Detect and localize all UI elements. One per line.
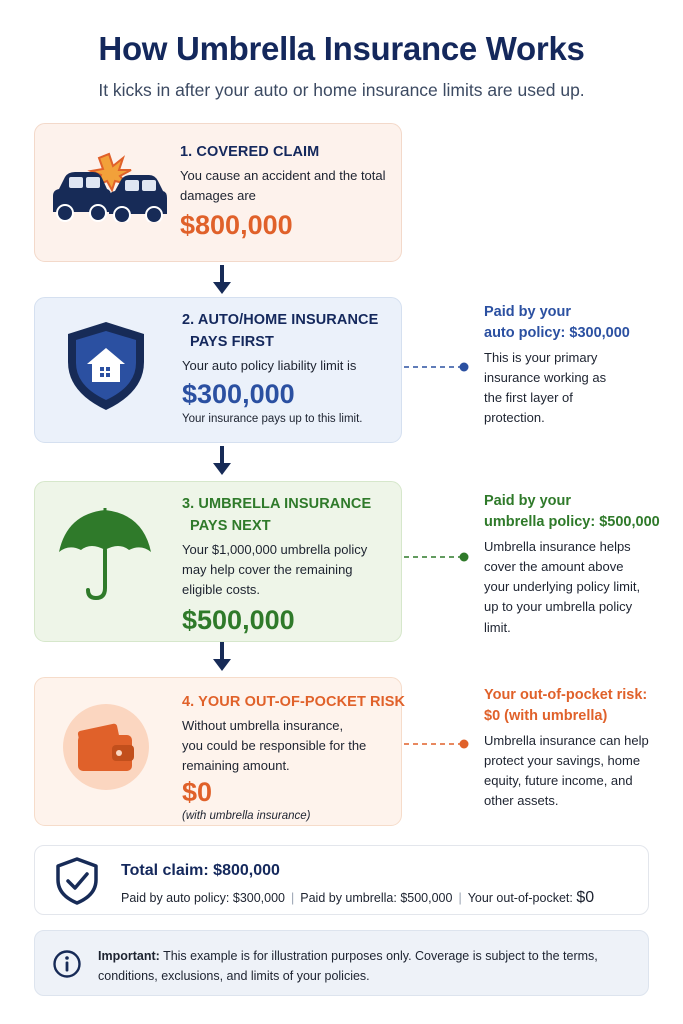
step-card-auto-home <box>34 297 402 443</box>
wallet-icon <box>62 703 150 791</box>
page-subtitle: It kicks in after your auto or home insurance limits are used up. <box>98 80 585 100</box>
side-note-text: Umbrella insurance helps cover the amount above your underlying policy limit, up to your umbrella policy limit. <box>484 539 641 635</box>
connector-line <box>404 551 470 563</box>
step-note: Your insurance pays up to this limit. <box>182 413 363 426</box>
step-amount: $800,000 <box>180 210 293 241</box>
step-text: Your auto policy liability limit is <box>182 357 357 373</box>
connector-line <box>404 738 470 750</box>
side-note-title-continued: auto policy: $300,000 <box>484 325 630 342</box>
side-note-text: This is your primary insurance working as the first layer of protection. <box>484 350 607 426</box>
arrow-down-icon <box>212 642 232 672</box>
summary-breakdown <box>121 889 594 907</box>
arrow-down-icon <box>212 446 232 476</box>
step-title: 1. COVERED CLAIM <box>180 144 320 160</box>
summary-box <box>34 845 649 915</box>
step-amount: $300,000 <box>182 378 295 409</box>
step-card-covered-claim <box>34 123 402 262</box>
side-note-text: Umbrella insurance can help protect your savings, home equity, future income, and other assets. <box>484 733 649 809</box>
summary-oop-label: Your out-of-pocket: <box>467 891 573 905</box>
side-note-title: Your out-of-pocket risk: <box>484 687 648 703</box>
arrow-down-icon <box>212 265 232 295</box>
shield-check-icon <box>55 857 99 905</box>
step-title: 3. UMBRELLA INSURANCE <box>182 496 372 512</box>
side-note-title-continued: $0 (with umbrella) <box>484 708 608 725</box>
disclaimer-box <box>34 930 649 996</box>
step-title: 4. YOUR OUT-OF-POCKET RISK <box>182 694 406 710</box>
step-text: You cause an accident and the total damages are <box>180 167 386 203</box>
step-note: (with umbrella insurance) <box>182 809 311 822</box>
step-amount: $500,000 <box>182 604 295 635</box>
umbrella-icon <box>55 506 155 602</box>
step-card-out-of-pocket <box>34 677 406 826</box>
step-title: 2. AUTO/HOME INSURANCE <box>182 312 379 328</box>
connector-line <box>404 361 470 373</box>
disclaimer-label: Important: <box>98 949 160 963</box>
side-note-title: Paid by your <box>484 304 572 320</box>
step-title-continued: PAYS NEXT <box>190 517 271 534</box>
summary-oop-value: $0 <box>576 889 595 906</box>
separator: | <box>458 891 462 905</box>
disclaimer-body: This example is for illustration purposes only. Coverage is subject to the terms, conditions, exclusions, and limits of your policies. <box>98 949 598 983</box>
info-icon <box>52 949 82 979</box>
step-text: Your $1,000,000 umbrella policy may help cover the remaining eligible costs. <box>182 541 368 597</box>
summary-auto: Paid by auto policy: $300,000 <box>121 891 286 905</box>
side-note-auto <box>484 302 674 429</box>
summary-umbrella: Paid by umbrella: $500,000 <box>300 891 453 905</box>
side-note-out-of-pocket <box>484 685 674 812</box>
separator: | <box>291 891 295 905</box>
side-note-umbrella <box>484 491 674 638</box>
step-card-umbrella <box>34 481 402 642</box>
step-text: Without umbrella insurance, you could be responsible for the remaining amount. <box>182 717 367 774</box>
disclaimer-text <box>98 946 638 986</box>
summary-title: Total claim: $800,000 <box>121 862 280 879</box>
step-title-continued: PAYS FIRST <box>190 333 274 350</box>
page-title: How Umbrella Insurance Works <box>98 30 585 67</box>
step-amount: $0 <box>182 777 213 808</box>
side-note-title: Paid by your <box>484 493 572 509</box>
car-crash-icon <box>49 152 171 222</box>
shield-house-icon <box>65 320 147 412</box>
side-note-title-continued: umbrella policy: $500,000 <box>484 514 660 531</box>
